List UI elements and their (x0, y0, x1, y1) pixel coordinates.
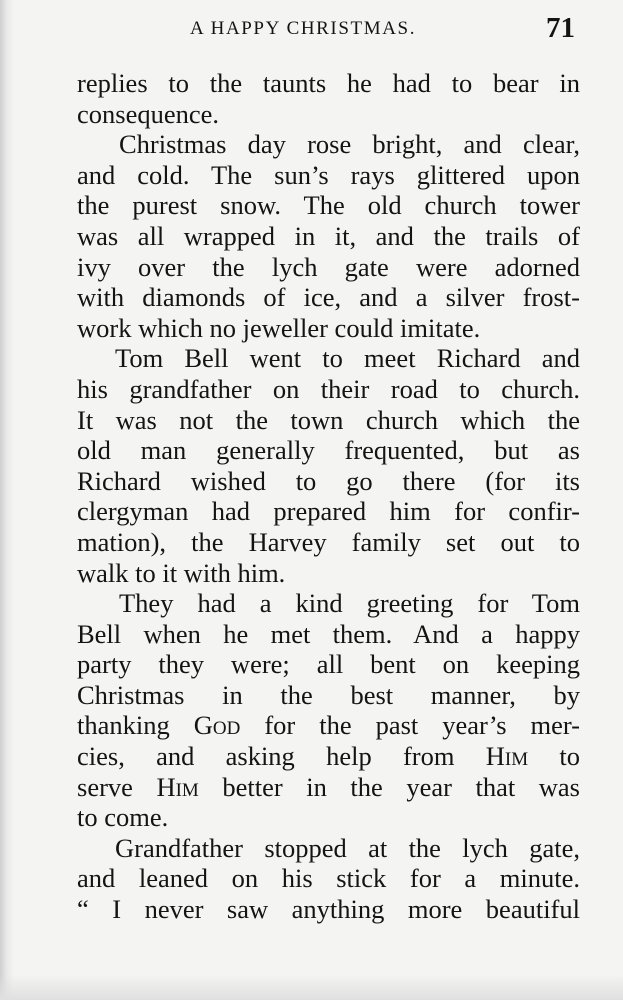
text-line: clergyman had prepared him for confir- (77, 496, 580, 527)
text-segment: for the past year’s mer- (240, 710, 580, 741)
text-line (77, 772, 580, 803)
text-line: It was not the town church which the (77, 404, 580, 435)
text-line: and leaned on his stick for a minute. (77, 863, 580, 894)
paragraph-start-line: Grandfather stopped at the lych gate, (115, 832, 580, 863)
paragraph-start-line: Christmas day rose bright, and clear, (119, 129, 580, 160)
text-segment: better in the year that was (198, 771, 580, 802)
text-segment: to (528, 741, 580, 772)
text-line: Christmas in the best manner, by (77, 679, 580, 710)
body-text (77, 68, 580, 925)
text-segment: cies, and asking help from (77, 741, 486, 772)
text-line: and cold. The sun’s rays glittered upon (77, 159, 580, 190)
paragraph-start-line: Tom Bell went to meet Richard and (115, 343, 580, 374)
text-line: replies to the taunts he had to bear in (77, 68, 580, 98)
small-caps-word: God (193, 710, 241, 741)
page-left-edge-shadow (0, 0, 14, 1000)
page-number: 71 (546, 12, 575, 44)
text-line: Richard wished to go there (for its (77, 465, 580, 496)
text-segment: serve (77, 771, 157, 802)
text-line: party they were; all bent on keeping (77, 649, 580, 680)
paragraph-start-line: They had a kind greeting for Tom (119, 588, 580, 619)
text-line: the purest snow. The old church tower (77, 190, 580, 221)
text-line: old man generally frequented, but as (77, 435, 580, 466)
text-line: Bell when he met them. And a happy (77, 618, 580, 649)
running-title: A HAPPY CHRISTMAS. (190, 18, 417, 39)
text-line: his grandfather on their road to church. (77, 373, 580, 404)
text-line (77, 710, 580, 741)
small-caps-word: Him (485, 741, 529, 772)
text-line: to come. (77, 802, 169, 833)
text-line: “ I never saw anything more beautiful (77, 894, 580, 925)
text-line: ivy over the lych gate were adorned (77, 251, 580, 282)
text-line: mation), the Harvey family set out to (77, 526, 580, 557)
text-line: walk to it with him. (77, 557, 286, 588)
text-segment: thanking (77, 710, 194, 741)
text-line: with diamonds of ice, and a silver frost- (77, 282, 580, 313)
text-line: work which no jeweller could imitate. (77, 312, 481, 343)
text-line: was all wrapped in it, and the trails of (77, 220, 580, 251)
text-line: consequence. (77, 98, 219, 129)
text-line (77, 741, 580, 772)
page-bottom-edge-shadow (0, 974, 623, 1000)
small-caps-word: Him (156, 771, 199, 802)
